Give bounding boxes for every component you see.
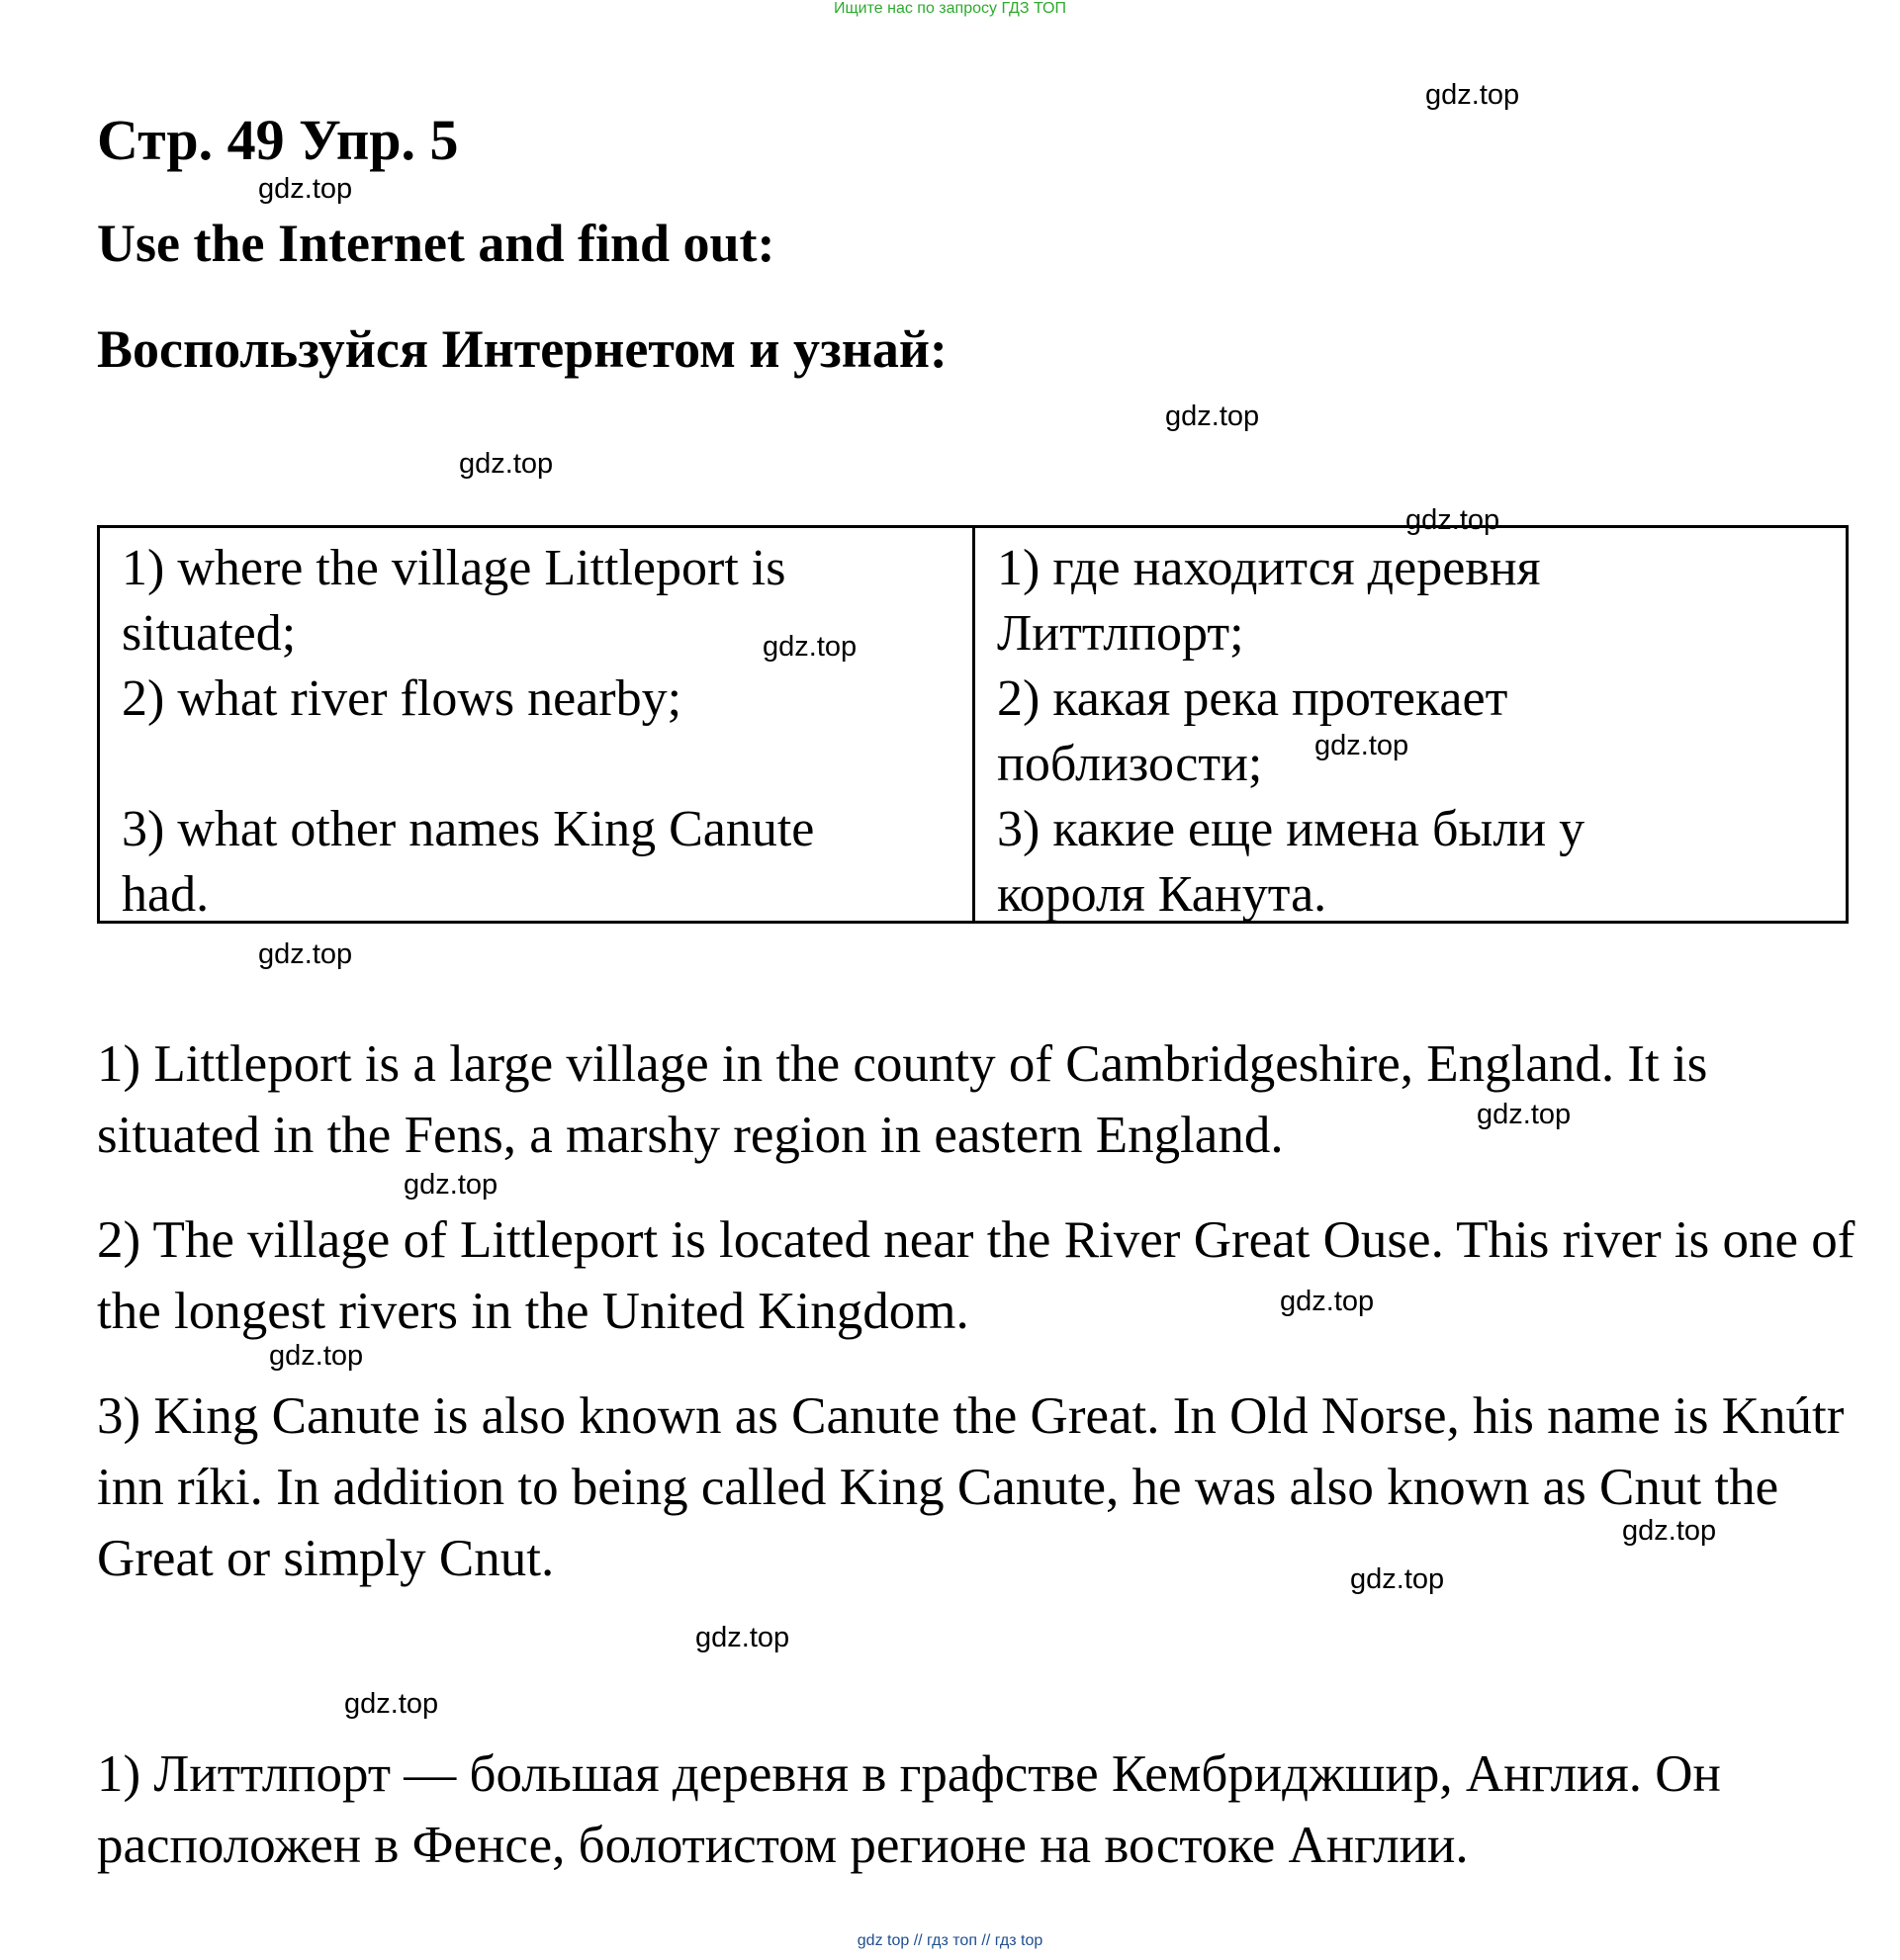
answer-paragraph: 2) The village of Littleport is located near the River Great Ouse. This river is one of the longest rivers in the United Kingdom. [97, 1211, 1855, 1340]
task-table [97, 525, 1849, 924]
watermark: gdz.top [269, 1340, 364, 1372]
watermark: gdz.top [763, 631, 858, 663]
watermark: gdz.top [1425, 79, 1520, 111]
watermark: gdz.top [1314, 730, 1409, 761]
watermark: gdz.top [1622, 1515, 1717, 1547]
watermark: gdz.top [695, 1622, 790, 1653]
watermark: gdz.top [1350, 1563, 1445, 1595]
answer-paragraph: 3) King Canute is also known as Canute the Great. In Old Norse, his name is Knútr inn ríki. In addition to being called King Canute, he was also known as Cnut the Great or simply Cnut. [97, 1387, 1845, 1587]
watermark: gdz.top [459, 448, 554, 480]
page-title: Стр. 49 Упр. 5 [97, 108, 459, 172]
watermark: gdz.top [258, 173, 353, 205]
task-cell-english: 1) where the village Littleport is situated; 2) what river flows nearby; 3) what other names King Canute had. [100, 528, 975, 921]
watermark: gdz.top [1477, 1099, 1572, 1130]
watermark: gdz.top [344, 1688, 439, 1720]
instruction-russian: Воспользуйся Интернетом и узнай: [97, 319, 948, 379]
answer-paragraph-russian: 1) Литтлпорт — большая деревня в графстве Кембриджшир, Англия. Он расположен в Фенсе, болотистом регионе на востоке Англии. [97, 1745, 1721, 1874]
footer: gdz top // гдз топ // гдз top [857, 1932, 1043, 1949]
watermark: gdz.top [1280, 1286, 1375, 1317]
watermark: gdz.top [1165, 401, 1260, 432]
answer-paragraph: 1) Littleport is a large village in the county of Cambridgeshire, England. It is situated in the Fens, a marshy region in eastern England. [97, 1035, 1708, 1164]
instruction-english: Use the Internet and find out: [97, 214, 775, 273]
task-cell-russian: 1) где находится деревня Литтлпорт; 2) какая река протекает поблизости; 3) какие еще имена были у короля Канута. [997, 540, 1585, 923]
watermark: gdz.top [1405, 504, 1500, 536]
watermark: gdz.top [404, 1169, 498, 1201]
top-banner: Ищите нас по запросу ГДЗ ТОП [834, 0, 1066, 17]
watermark: gdz.top [258, 938, 353, 970]
